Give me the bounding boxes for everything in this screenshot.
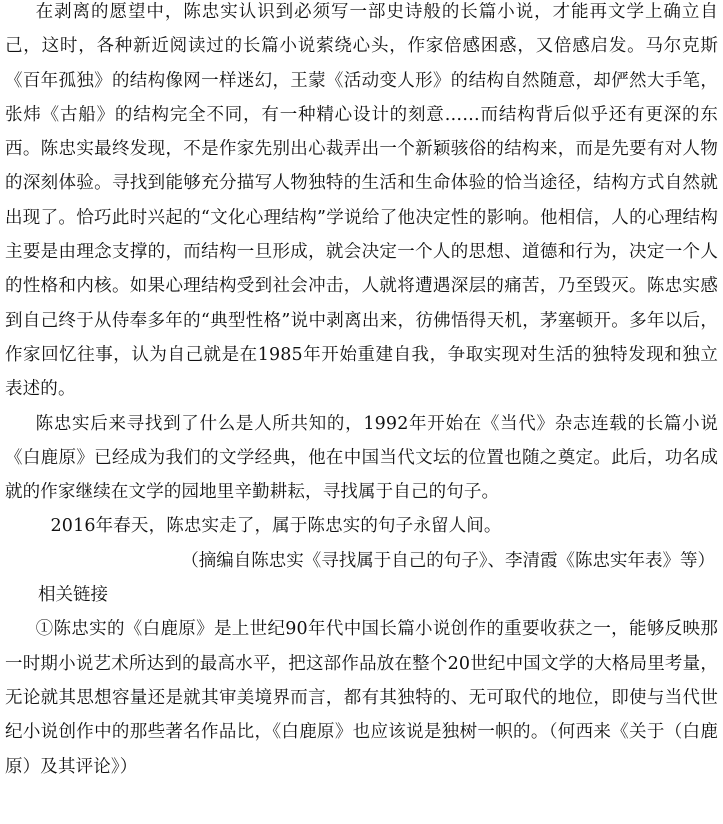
body-paragraph-2: 陈忠实后来寻找到了什么是人所共知的，1992年开始在《当代》杂志连载的长篇小说《白鹿原》已经成为我们的文学经典，他在中国当代文坛的位置也随之奠定。此后，功名成就的作家继续在文学的园地里辛勤耕耘，寻找属于自己的句子。 — [5, 413, 718, 503]
related-note-1: ①陈忠实的《白鹿原》是上世纪90年代中国长篇小说创作的重要收获之一，能够反映那一时期小说艺术所达到的最高水平，把这部作品放在整个20世纪中国文学的大格局里考量，无论就其思想容量还是就其审美境界而言，都有其独特的、无可取代的地位，即使与当代世纪小说创作中的那些著名作品比，《白鹿原》也应该说是独树一帜的。（何西来《关于（白鹿原）及其评论》） — [5, 619, 718, 777]
source-attribution: （摘编自陈忠实《寻找属于自己的句子》、李清霞《陈忠实年表》等） — [181, 550, 715, 571]
body-paragraph-3: 2016年春天，陈忠实走了，属于陈忠实的句子永留人间。 — [50, 516, 502, 537]
related-links-heading: 相关链接 — [38, 585, 108, 606]
body-paragraph-1: 在剥离的愿望中，陈忠实认识到必须写一部史诗般的长篇小说，才能再文学上确立自己，这时，各种新近阅读过的长篇小说萦绕心头，作家倍感困惑，又倍感启发。马尔克斯《百年孤独》的结构像网一样迷幻，王蒙《活动变人形》的结构自然随意，却俨然大手笔，张炜《古船》的结构完全不同，有一种精心设计的刻意……而结构背后似乎还有更深的东西。陈忠实最终发现，不是作家先别出心裁弄出一个新颖骇俗的结构来，而是先要有对人物的深刻体验。寻找到能够充分描写人物独特的生活和生命体验的恰当途径，结构方式自然就出现了。恰巧此时兴起的“文化心理结构”学说给了他决定性的影响。他相信，人的心理结构主要是由理念支撑的，而结构一旦形成，就会决定一个人的思想、道德和行为，决定一个人的性格和内核。如果心理结构受到社会冲击，人就将遭遇深层的痛苦，乃至毁灭。陈忠实感到自己终于从侍奉多年的“典型性格”说中剥离出来，彷佛悟得天机，茅塞顿开。多年以后，作家回忆往事，认为自己就是在1985年开始重建自我，争取实现对生活的独特发现和独立表述的。 — [5, 2, 718, 400]
